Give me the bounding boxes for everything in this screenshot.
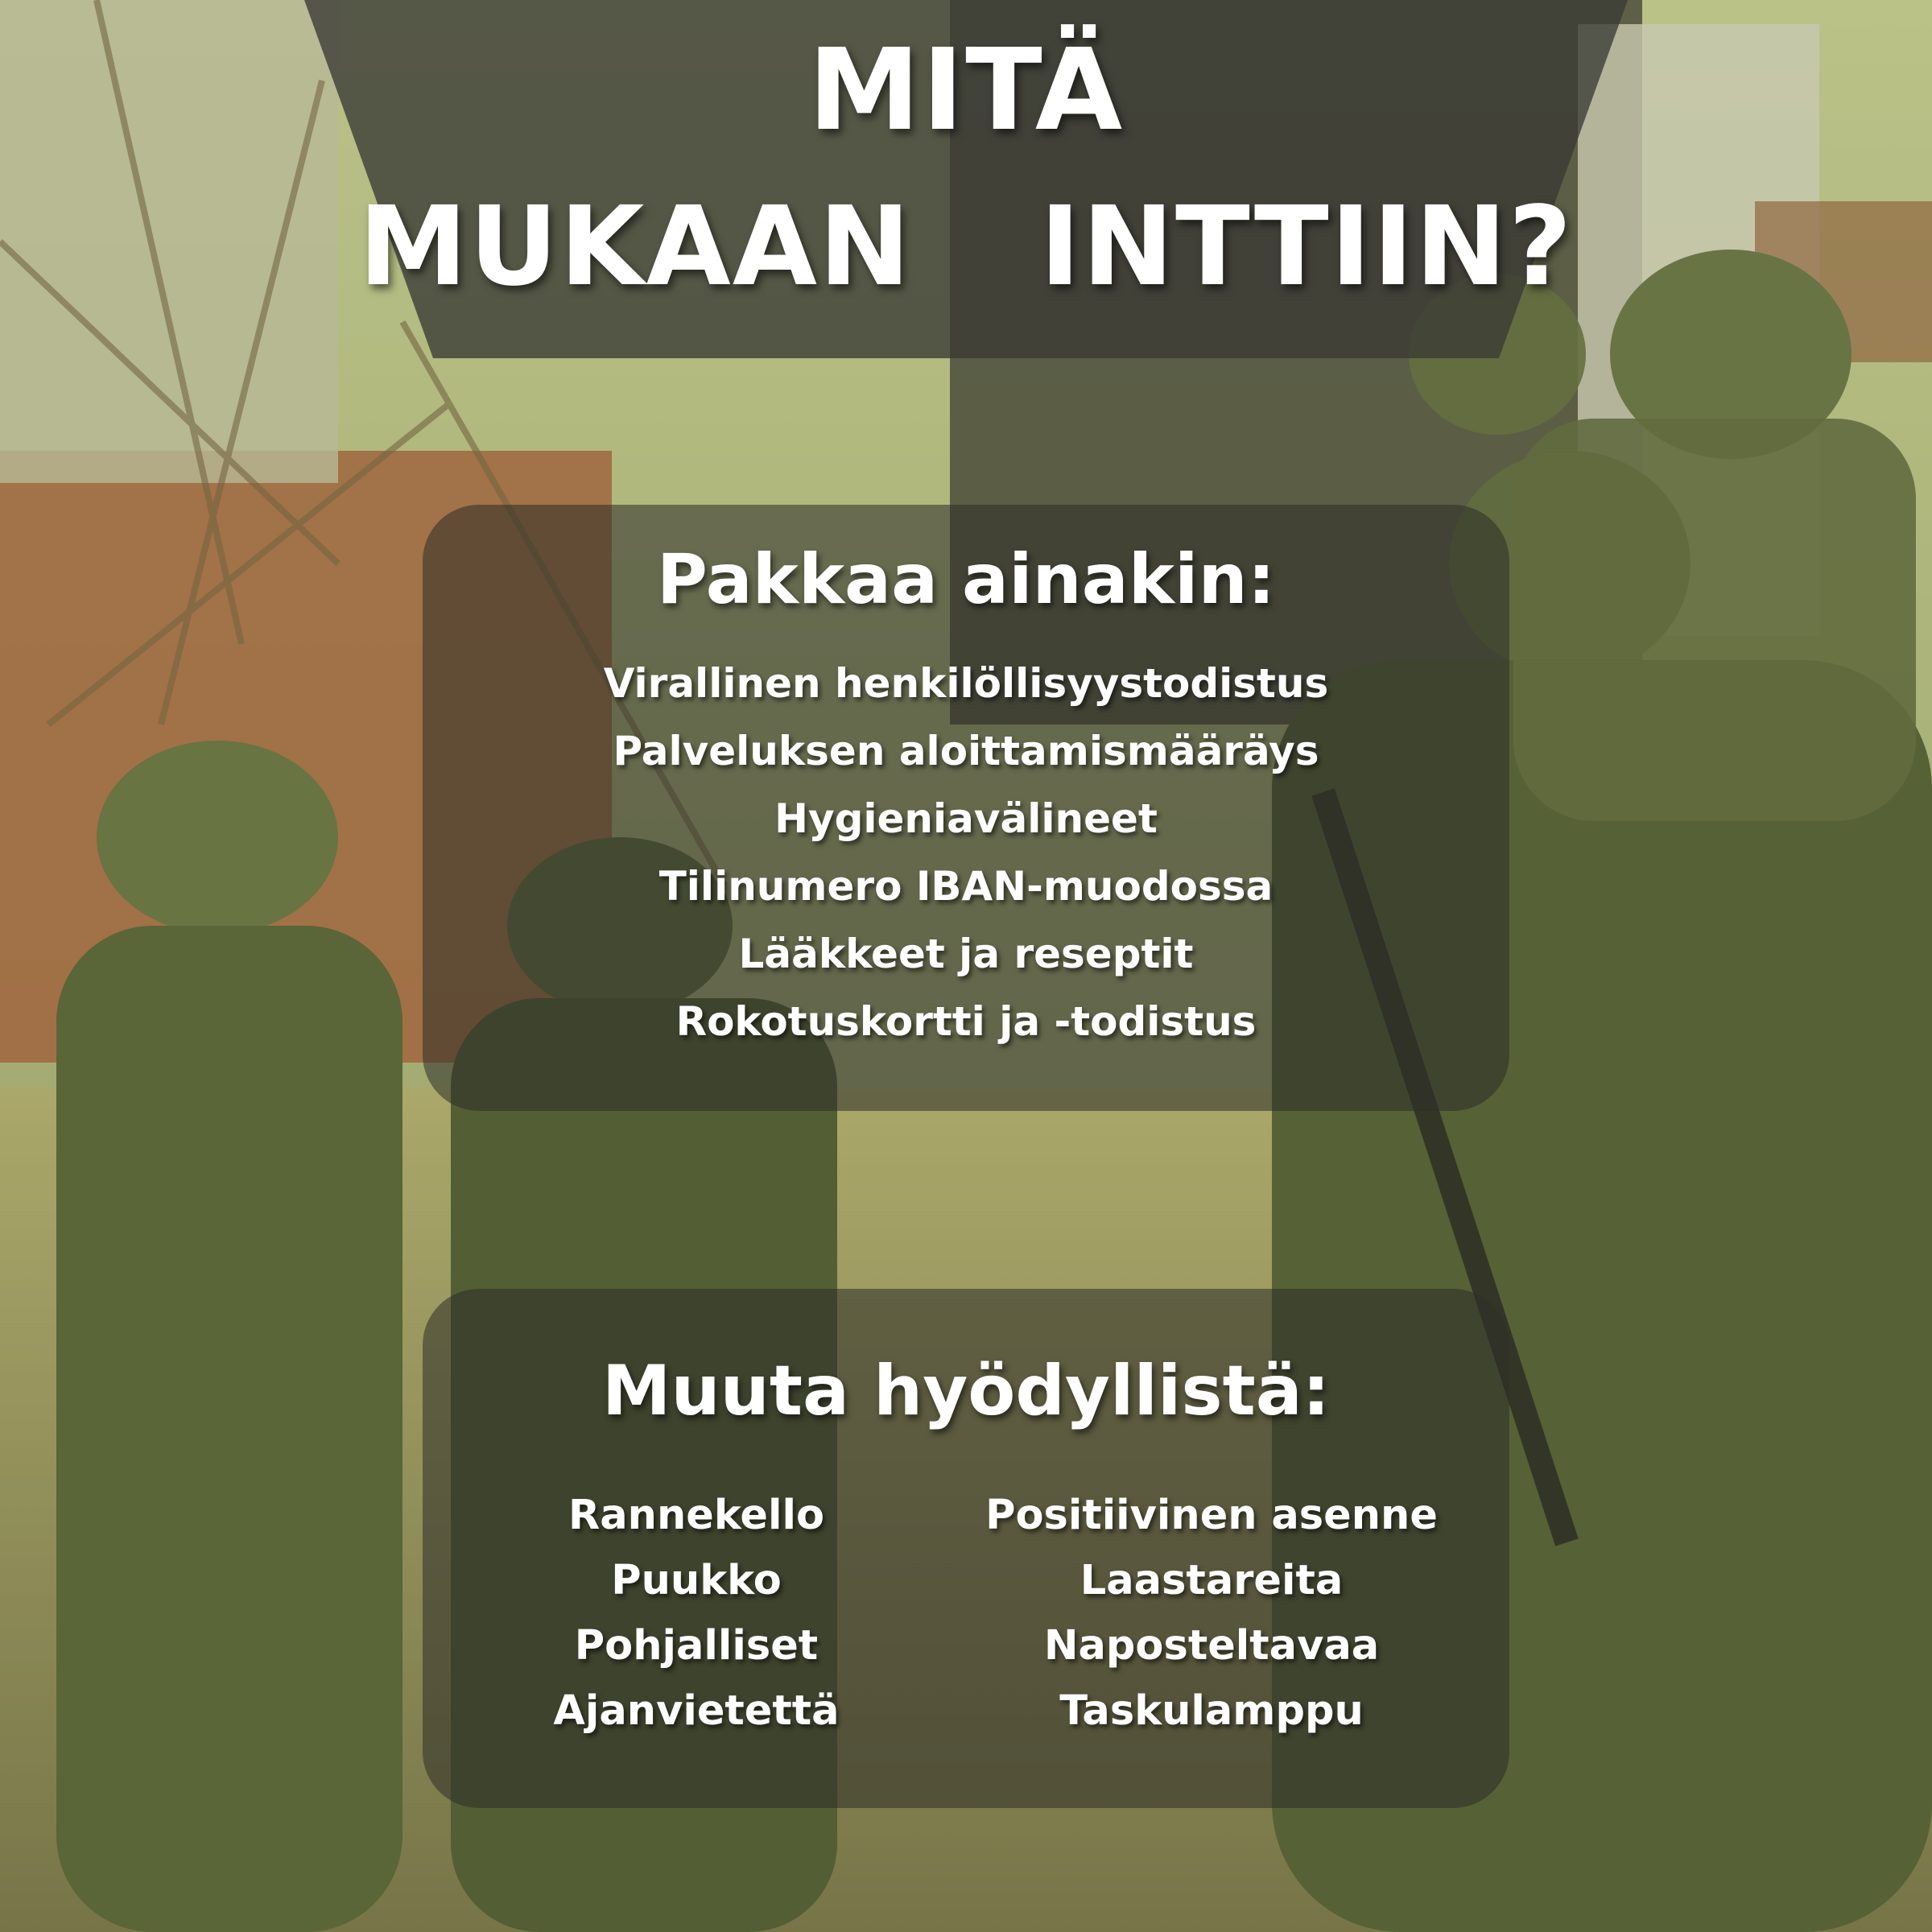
list-item: Virallinen henkilöllisyystodistus [603,660,1329,707]
useful-list-left [495,1483,898,1744]
pack-list-panel [423,505,1509,1111]
list-item: Rokotuskortti ja -todistus [675,998,1257,1045]
useful-list-right [938,1483,1485,1744]
list-item: Rannekello [568,1492,825,1539]
list-item: Hygieniavälineet [774,795,1158,842]
pack-list [423,650,1509,1055]
list-item: Taskulamppu [1059,1687,1364,1735]
list-item: Palveluksen aloittamismääräys [613,728,1319,774]
list-item: Puukko [611,1557,782,1604]
list-item: Positiivinen asenne [985,1492,1438,1539]
list-item: Lääkkeet ja reseptit [738,931,1194,977]
list-item: Tilinumero IBAN-muodossa [658,863,1274,910]
list-item: Naposteltavaa [1043,1622,1380,1670]
list-item: Pohjalliset [574,1622,819,1670]
list-item: Ajanvietettä [553,1687,840,1735]
list-item: Laastareita [1080,1557,1344,1604]
pack-heading: Pakkaa ainakin: [656,539,1276,620]
title-line-2: MUKAAN INTTIIN? [358,184,1574,311]
useful-heading: Muuta hyödyllistä: [601,1351,1331,1431]
title-line-1: MITÄ [807,25,1125,156]
useful-list-panel [423,1289,1509,1808]
